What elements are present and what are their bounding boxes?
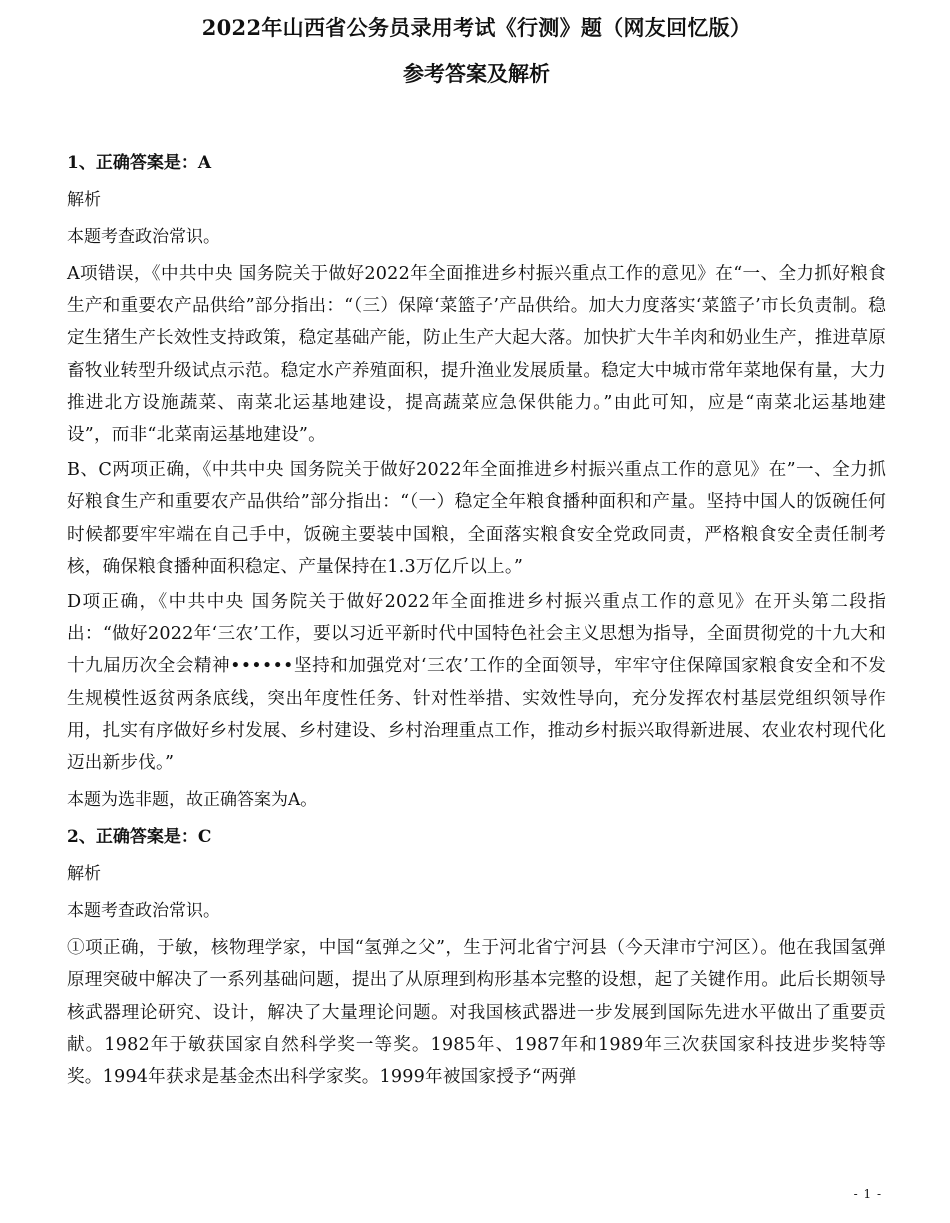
question-2-section [67,819,886,1093]
question-2-analysis-label: 解析 [67,864,101,885]
question-2-intro: 本题考查政治常识。 [67,901,220,922]
question-1-intro: 本题考查政治常识。 [67,227,220,247]
question-2-item-1: ①项正确，于敏，核物理学家，中国“氢弹之父”，生于河北省宁河县（今天津市宁河区）。他在我国氢弹原理突破中解决了一系列基础问题，提出了从原理到构形基本完整的设想，起了关键作用。此后长期领导核武器理论研究、设计，解决了大量理论问题。对我国核武器进一步发展到国际先进水平做出了重要贡献。1982年于敏获国家自然科学奖一等奖。1985年、1987年和1989年三次获国家科技进步奖特等奖。1994年获求是基金杰出科学家奖。1999年被国家授予“两弹 [67,938,886,1088]
question-1-option-bc: B、C两项正确，《中共中央 国务院关于做好2022年全面推进乡村振兴重点工作的意见》在”一、全力抓好粮食生产和重要农产品供给”部分指出：“（一）稳定全年粮食播种面积和产量。坚持中国人的饭碗任何时候都要牢牢端在自己手中，饭碗主要装中国粮，全面落实粮食安全党政同责，严格粮食安全责任制考核，确保粮食播种面积稳定、产量保持在1.3万亿斤以上。” [67,460,886,577]
question-1-section [67,145,886,819]
question-1-conclusion: 本题为选非题，故正确答案为A。 [67,790,318,811]
question-2-answer: 2、正确答案是：C [67,827,212,848]
document-body [67,145,886,1093]
question-1-option-a: A项错误，《中共中央 国务院关于做好2022年全面推进乡村振兴重点工作的意见》在“一、全力抓好粮食生产和重要农产品供给”部分指出：“（三）保障‘菜篮子’产品供给。加大力度落实‘菜篮子’市长负责制。稳定生猪生产长效性支持政策，稳定基础产能，防止生产大起大落。加快扩大牛羊肉和奶业生产，推进草原畜牧业转型升级试点示范。稳定水产养殖面积，提升渔业发展质量。稳定大中城市常年菜地保有量，大力推进北方设施蔬菜、南菜北运基地建设，提高蔬菜应急保供能力。”由此可知，应是“南菜北运基地建设”，而非“北菜南运基地建设”。 [67,264,886,446]
document-subtitle: 参考答案及解析 [403,61,550,86]
question-1-answer: 1、正确答案是：A [67,153,212,173]
page-number: - 1 - [853,1187,882,1201]
document-title: 2022年山西省公务员录用考试《行测》题（网友回忆版） [201,15,752,40]
question-1-analysis-label: 解析 [67,190,101,210]
question-1-option-d: D项正确，《中共中央 国务院关于做好2022年全面推进乡村振兴重点工作的意见》在开头第二段指出：“做好2022年‘三农’工作，要以习近平新时代中国特色社会主义思想为指导，全面贯彻党的十九大和十九届历次全会精神••••••坚持和加强党对‘三农’工作的全面领导，牢牢守住保障国家粮食安全和不发生规模性返贫两条底线，突出年度性任务、针对性举措、实效性导向，充分发挥农村基层党组织领导作用，扎实有序做好乡村发展、乡村建设、乡村治理重点工作，推动乡村振兴取得新进展、农业农村现代化迈出新步伐。” [67,592,886,774]
